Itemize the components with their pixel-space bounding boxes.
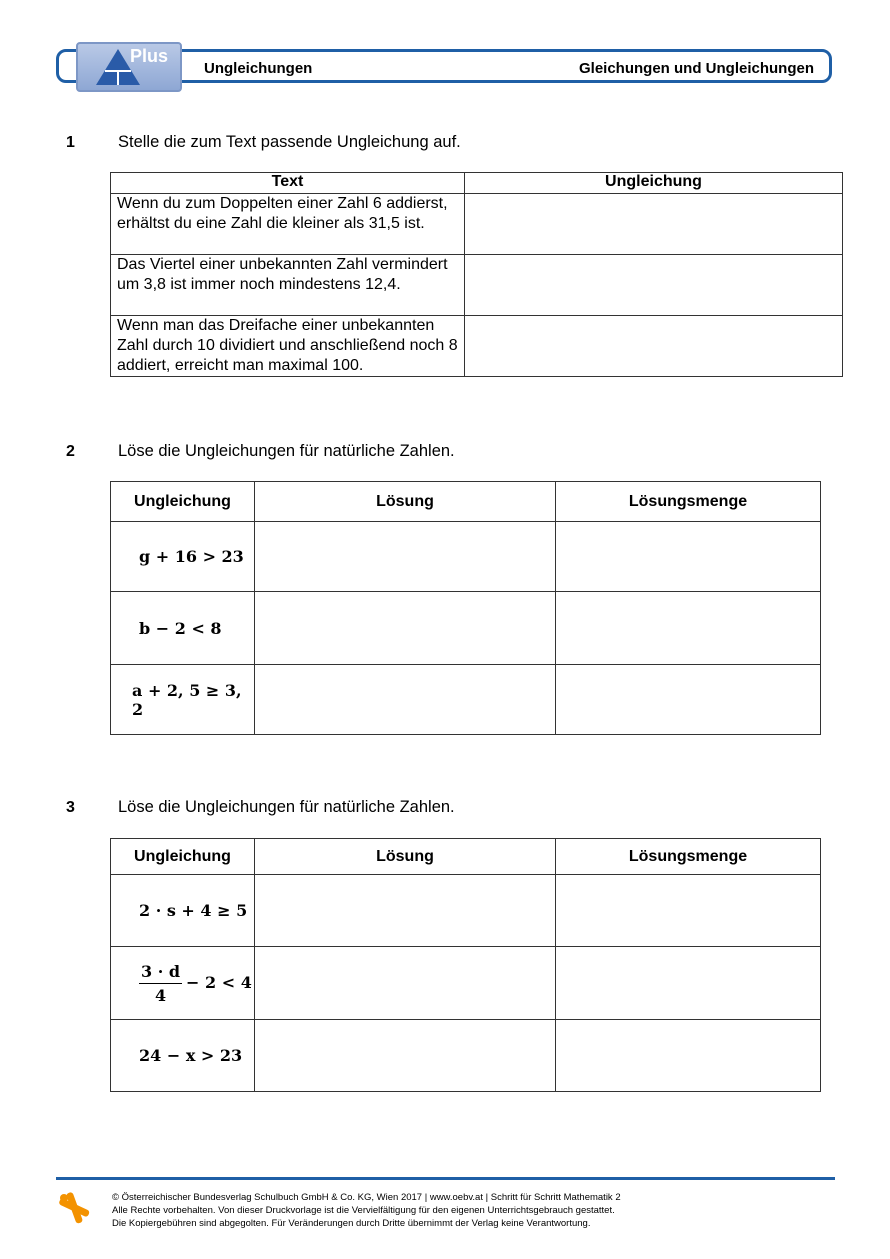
column-header-solution-set: Lösungsmenge: [556, 482, 821, 522]
fraction: [139, 962, 182, 1005]
solution-set-cell[interactable]: [556, 665, 821, 735]
solution-set-cell[interactable]: [556, 1020, 821, 1092]
task-3-instruction: Löse die Ungleichungen für natürliche Zahlen.: [118, 798, 455, 816]
fraction-numerator: 3 · d: [139, 962, 182, 984]
footer-line-1: © Österreichischer Bundesverlag Schulbuch GmbH & Co. KG, Wien 2017 | www.oebv.at | Schritt für Schritt Mathematik 2: [112, 1192, 621, 1203]
logo-text: Plus: [129, 46, 168, 66]
table-row: [111, 194, 843, 255]
plus-logo: [76, 42, 182, 92]
table-row: [111, 947, 821, 1020]
task-2-table: [110, 481, 821, 735]
task-2-instruction: Löse die Ungleichungen für natürliche Zahlen.: [118, 442, 455, 460]
table-row: [111, 875, 821, 947]
task-1-instruction: Stelle die zum Text passende Ungleichung auf.: [118, 133, 461, 151]
solution-set-cell[interactable]: [556, 947, 821, 1020]
answer-cell[interactable]: [465, 194, 843, 255]
footer-divider: [56, 1177, 835, 1180]
task-3-number: 3: [66, 799, 75, 816]
table-row: [111, 1020, 821, 1092]
footer-line-3: Die Kopiergebühren sind abgegolten. Für Veränderungen durch Dritte übernimmt der Verlag keine Verantwortung.: [112, 1218, 591, 1229]
publisher-logo-icon: [56, 1190, 92, 1226]
inequality-rest: − 2 < 4: [186, 972, 252, 992]
solution-set-cell[interactable]: [556, 875, 821, 947]
header-right-title: Gleichungen und Ungleichungen: [579, 60, 814, 77]
table-row: [111, 592, 821, 665]
text-cell: Das Viertel einer unbekannten Zahl vermindert um 3,8 ist immer noch mindestens 12,4.: [111, 255, 465, 316]
table-row: [111, 316, 843, 377]
text-cell: Wenn du zum Doppelten einer Zahl 6 addierst, erhältst du eine Zahl die kleiner als 31,5 ist.: [111, 194, 465, 255]
header-left-title: Ungleichungen: [204, 60, 313, 77]
solution-cell[interactable]: [255, 875, 556, 947]
fraction-denominator: 4: [154, 985, 167, 1005]
task-1-table: [110, 172, 843, 377]
column-header-inequality: Ungleichung: [111, 482, 255, 522]
inequality-cell: 24 − x > 23: [111, 1020, 255, 1092]
column-header-solution: Lösung: [255, 482, 556, 522]
answer-cell[interactable]: [465, 316, 843, 377]
task-3-table: [110, 838, 821, 1092]
task-1-number: 1: [66, 134, 75, 151]
column-header-inequality: Ungleichung: [465, 173, 843, 194]
answer-cell[interactable]: [465, 255, 843, 316]
table-row: [111, 665, 821, 735]
table-row: [111, 255, 843, 316]
solution-set-cell[interactable]: [556, 592, 821, 665]
inequality-cell: [111, 947, 255, 1020]
table-row: [111, 522, 821, 592]
inequality-cell: 2 · s + 4 ≥ 5: [111, 875, 255, 947]
inequality-cell: b − 2 < 8: [111, 592, 255, 665]
task-2-number: 2: [66, 443, 75, 460]
column-header-solution-set: Lösungsmenge: [556, 839, 821, 875]
solution-set-cell[interactable]: [556, 522, 821, 592]
inequality-cell: g + 16 > 23: [111, 522, 255, 592]
solution-cell[interactable]: [255, 947, 556, 1020]
solution-cell[interactable]: [255, 592, 556, 665]
text-cell: Wenn man das Dreifache einer unbekannten Zahl durch 10 dividiert und anschließend noch 8 addiert, erreicht man maximal 100.: [111, 316, 465, 377]
footer-line-2: Alle Rechte vorbehalten. Von dieser Druckvorlage ist die Vervielfältigung für den eigenen Unterrichtsgebrauch gestattet.: [112, 1205, 615, 1216]
inequality-cell: a + 2, 5 ≥ 3, 2: [111, 665, 255, 735]
column-header-solution: Lösung: [255, 839, 556, 875]
footer-copyright: [112, 1191, 621, 1230]
solution-cell[interactable]: [255, 1020, 556, 1092]
solution-cell[interactable]: [255, 665, 556, 735]
column-header-text: Text: [111, 173, 465, 194]
solution-cell[interactable]: [255, 522, 556, 592]
column-header-inequality: Ungleichung: [111, 839, 255, 875]
